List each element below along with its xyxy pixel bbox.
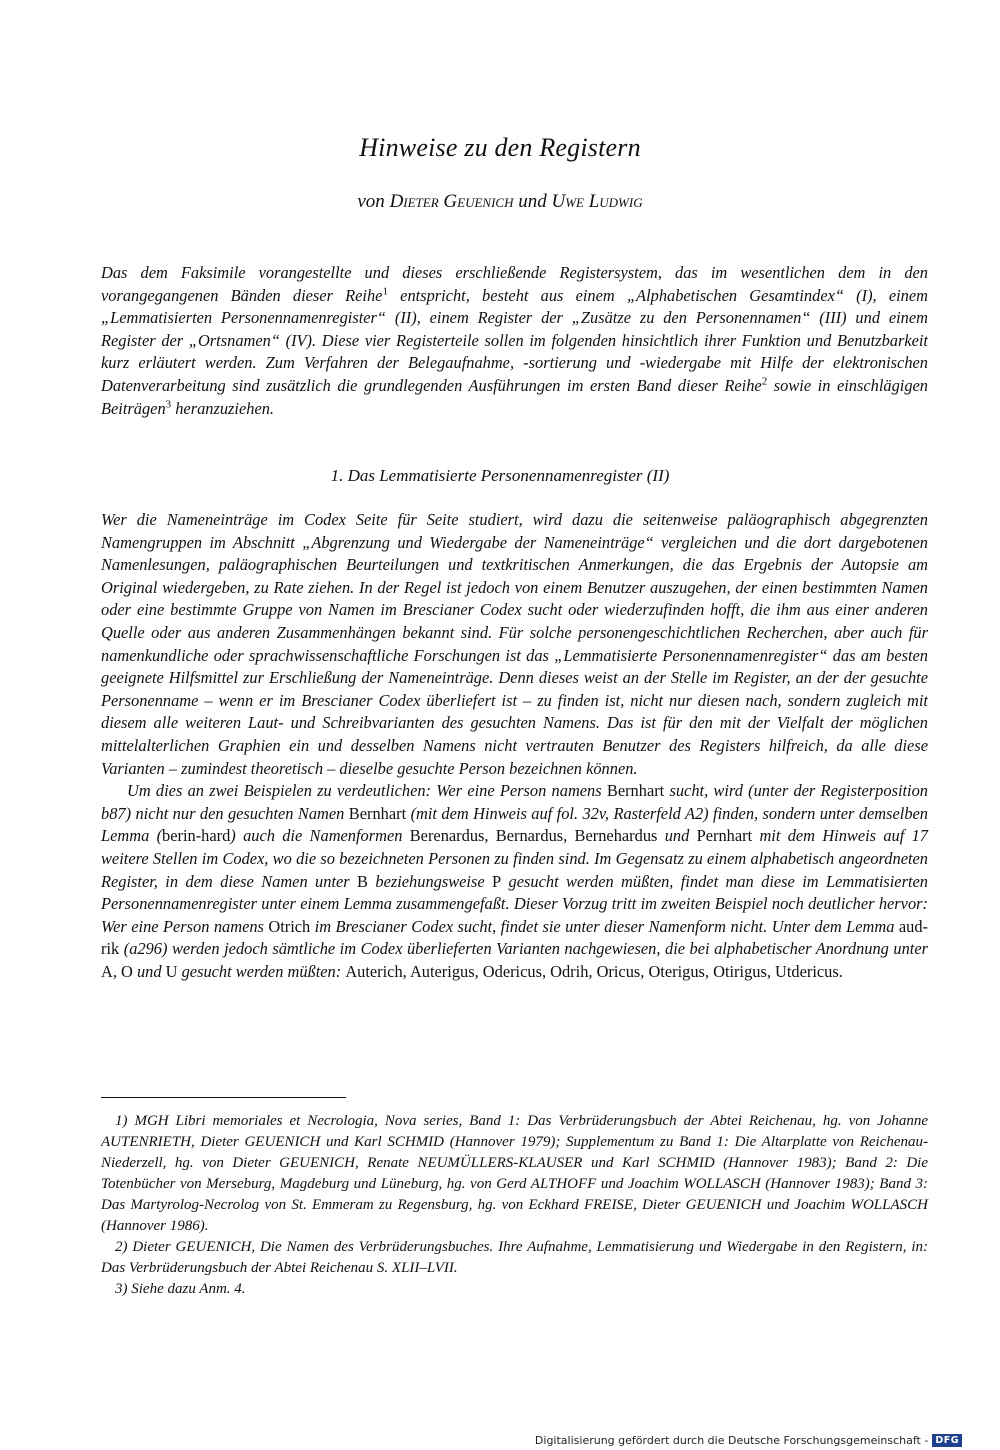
body-paragraph	[101, 780, 928, 983]
name-form: U	[165, 961, 178, 981]
text-run: und	[132, 961, 166, 981]
author-byline	[0, 191, 1000, 213]
intro-text: heranzuziehen.	[171, 398, 275, 418]
author-name: Dieter Geuenich	[389, 191, 514, 212]
intro-text: entspricht, besteht aus einem „Alphabetischen Gesamtindex“ (I), einem „Lemmatisierten Personennamenregister“ (II), einem Register der „Zusätze zu den Personennamen“ (III) und einem Register der „Ortsnamen“ (IV). Diese vier Registerteile sollen im folgenden hinsichtlich ihrer Funktion und Benutzbarkeit kurz erläutert werden. Zum Verfahren der Belegaufnahme, -sortierung und -wiedergabe mit Hilfe der elektronischen Datenverarbeitung sind zusätzlich die grundlegenden Ausführungen im ersten Band dieser Reihe	[101, 285, 928, 395]
footnote-divider	[101, 1097, 346, 1098]
name-form: Otrich	[268, 916, 311, 936]
text-run: und	[657, 826, 697, 846]
name-form: Bernhart	[348, 803, 407, 823]
intro-text: sowie in einschlägigen Beiträgen	[101, 375, 928, 418]
text-run: gesucht werden müßten, findet man diese im Lemmatisierten Personennamenregister unter einem Lemma zusammengefaßt. Dieser Vorzug tritt im zweiten Beispiel noch deutlicher hervor: Wer eine Person namens	[101, 871, 928, 936]
section-heading: 1. Das Lemmatisierte Personennamenregister (II)	[330, 466, 670, 485]
name-form: Pernhart	[696, 826, 753, 846]
name-form: Berenardus, Bernardus, Bernehardus	[409, 826, 658, 846]
name-form: Auterich, Auterigus, Odericus, Odrih, Oricus, Oterigus, Otirigus, Utdericus.	[345, 961, 843, 981]
footnote-2: 2) Dieter GEUENICH, Die Namen des Verbrüderungsbuches. Ihre Aufnahme, Lemmatisierung und Wiedergabe in den Registern, in: Das Verbrüderungsbuch der Abtei Reichenau S. XLII–LVII.	[101, 1239, 928, 1276]
name-form: P	[492, 871, 502, 891]
text-run: (mit dem Hinweis auf fol. 32v, Rasterfeld A2) finden, sondern unter demselben Lemma (	[101, 803, 928, 846]
text-run: beziehungsweise	[367, 871, 493, 891]
text-run: sucht, wird (unter der Registerposition b87) nicht nur den gesuchten Namen	[101, 781, 928, 823]
byline-und: und	[518, 191, 547, 212]
page-title: Hinweise zu den Registern	[359, 133, 641, 162]
text-run: mit dem Hinweis auf 17 weitere Stellen im Codex, wo die so bezeichneten Personen zu finden sind. Im Gegensatz zu einem alphabetisch angeordneten Register, in dem diese Namen unter	[101, 826, 928, 891]
credit-text: Digitalisierung gefördert durch die Deutsche Forschungsgemeinschaft -	[534, 1433, 929, 1447]
intro-text: Das dem Faksimile vorangestellte und dieses erschließende Registersystem, das im wesentlichen dem in den vorangegangenen Bänden dieser Reihe	[101, 263, 928, 305]
footnote-ref[interactable]: 2	[761, 375, 768, 388]
text-run: gesucht werden müßten:	[177, 961, 346, 981]
byline-von: von	[357, 191, 385, 212]
author-name: Uwe Ludwig	[551, 191, 643, 212]
digitization-credit	[535, 1431, 962, 1449]
name-form: B	[357, 871, 368, 891]
footnotes	[101, 1111, 928, 1300]
text-run: (a296) werden jedoch sämtliche im Codex überlieferten Varianten nachgewiesen, die bei alphabetischer Anordnung unter	[119, 939, 928, 959]
main-text	[101, 509, 928, 983]
name-form: A, O	[101, 961, 133, 981]
dfg-logo: DFG	[932, 1434, 962, 1447]
footnote-ref[interactable]: 1	[382, 285, 388, 298]
name-form: Bernhart	[606, 781, 665, 801]
text-run: im Brescianer Codex sucht, findet sie unter dieser Namenform nicht. Unter dem Lemma	[310, 916, 899, 936]
name-form: aud-rik	[101, 916, 928, 959]
name-form: berin-hard	[162, 826, 231, 846]
text-run: ) auch die Namenformen	[230, 826, 410, 846]
footnote-3: 3) Siehe dazu Anm. 4.	[115, 1281, 246, 1297]
footnote-1: 1) MGH Libri memoriales et Necrologia, Nova series, Band 1: Das Verbrüderungsbuch der Abtei Reichenau, hg. von Johanne AUTENRIETH, Dieter GEUENICH und Karl SCHMID (Hannover 1979); Supplementum zu Band 1: Die Altarplatte von Reichenau-Niederzell, hg. von Dieter GEUENICH, Renate NEUMÜLLERS-KLAUSER und Karl SCHMID (Hannover 1983); Band 2: Die Totenbücher von Merseburg, Magdeburg und Lüneburg, hg. von Gerd ALTHOFF und Joachim WOLLASCH (Hannover 1983); Band 3: Das Martyrolog-Necrolog von St. Emmeram zu Regensburg, hg. von Eckhard FREISE, Dieter GEUENICH und Joachim WOLLASCH (Hannover 1986).	[101, 1113, 928, 1234]
footnote-ref[interactable]: 3	[165, 398, 172, 411]
text-run: Um dies an zwei Beispielen zu verdeutlichen: Wer eine Person namens	[127, 781, 607, 801]
body-paragraph: Wer die Nameneinträge im Codex Seite für Seite studiert, wird dazu die seitenweise paläographisch abgegrenzten Namengruppen im Abschnitt „Abgrenzung und Wiedergabe der Nameneinträge“ vergleichen und die dort dargebotenen Namenlesungen, paläographischen Beurteilungen und textkritischen Anmerkungen, die das Ergebnis der Autopsie am Original wiedergeben, zu Rate ziehen. In der Regel ist jedoch von einem Benutzer auszugehen, der einen bestimmten Namen oder eine bestimmte Gruppe von Namen im Brescianer Codex sucht oder wiederzufinden hofft, die ihm aus einer anderen Quelle oder aus anderen Zusammenhängen bekannt sind. Für solche personengeschichtlichen Recherchen, aber auch für namenkundliche oder sprachwissenschaftliche Forschungen ist das „Lemmatisierte Personennamenregister“ das am besten geeignete Hilfsmittel zur Erschließung der Nameneinträge. Denn dieses weist an der Stelle im Register, an der der gesuchte Personenname – wenn er im Brescianer Codex überliefert ist – zu finden ist, nicht nur diesen nach, sondern zugleich mit diesem alle weiteren Laut- und Schreibvarianten des gesuchten Namens. Das ist für den mit der Vielfalt der möglichen mittelalterlichen Graphien ein und desselben Namens nicht vertrauten Benutzer des Registers hilfreich, da alle diese Varianten – zumindest theoretisch – dieselbe gesuchte Person bezeichnen können.	[101, 510, 928, 778]
intro-paragraph	[101, 262, 928, 420]
